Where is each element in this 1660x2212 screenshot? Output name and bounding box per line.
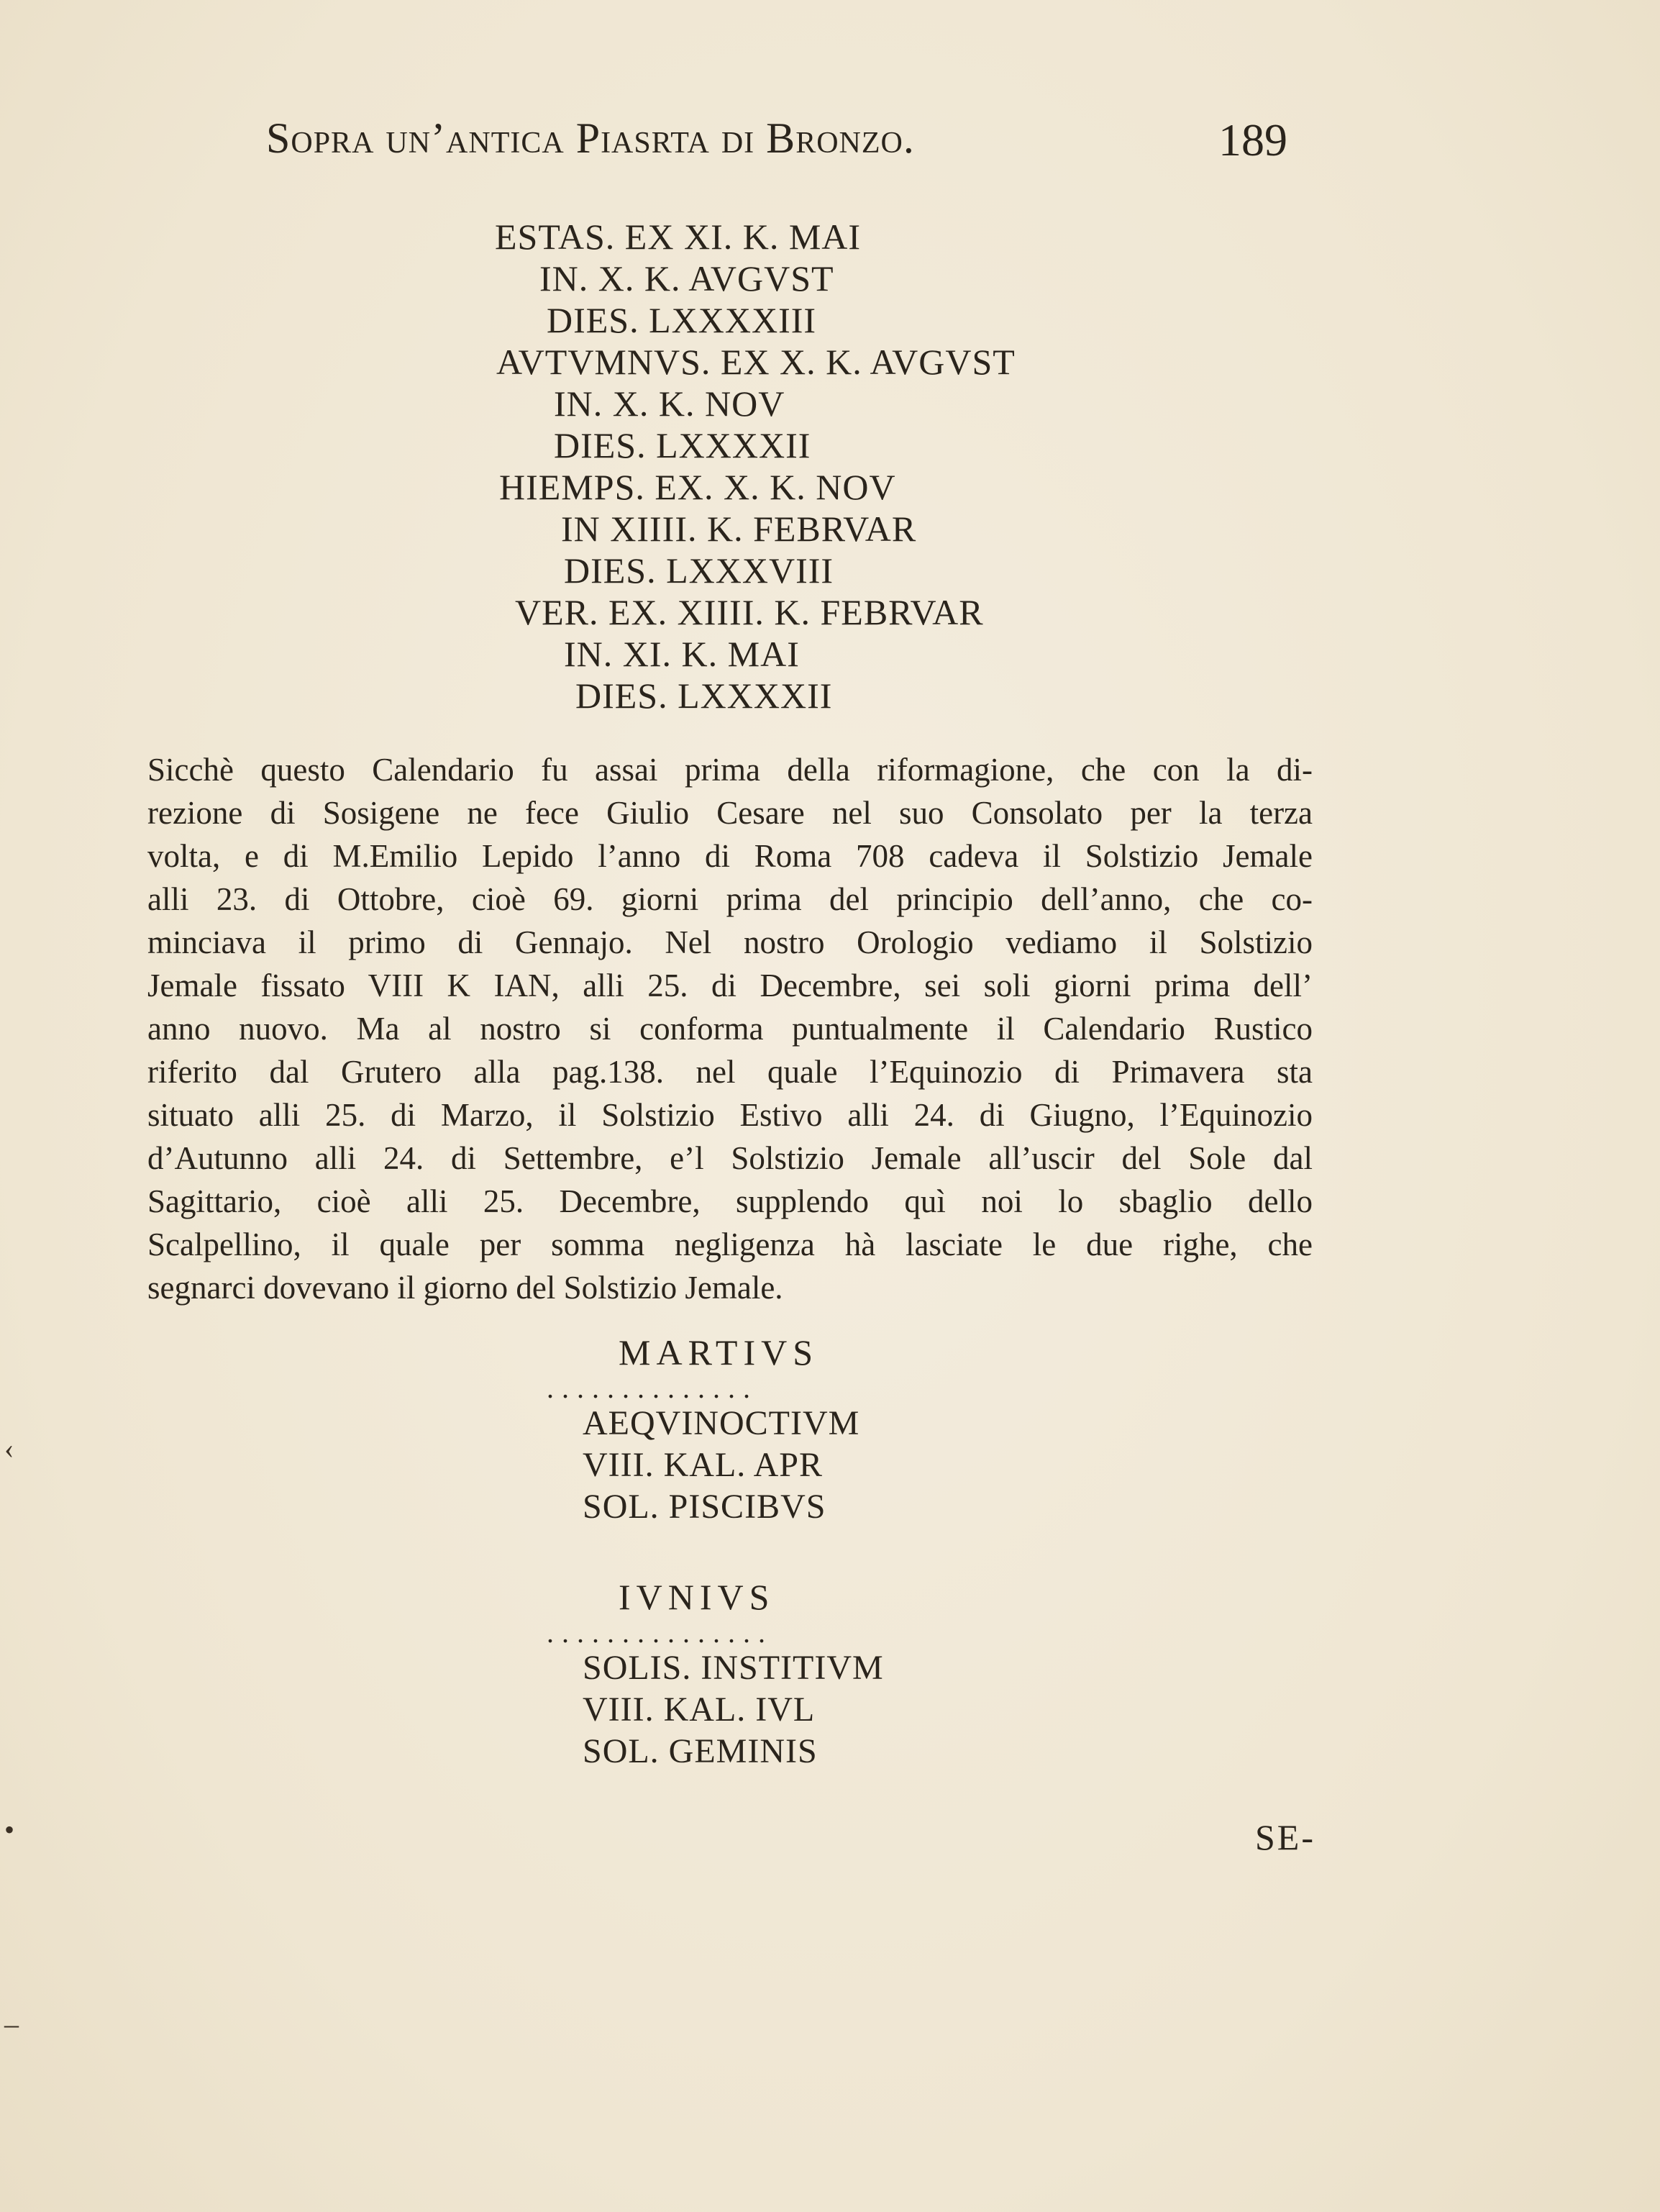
inscription-line: ESTAS. EX XI. K. MAI: [495, 217, 862, 257]
body-line: segnarci dovevano il giorno del Solstizio Jemale.: [147, 1270, 783, 1306]
inscription-line: AVTVMNVS. EX X. K. AVGVST: [496, 342, 1016, 382]
running-header: [266, 114, 1302, 178]
section-line: SOLIS. INSTITIVM: [583, 1649, 884, 1687]
body-line: d’Autunno alli 24. di Settembre, e’l Solstizio Jemale all’uscir del Sole dal: [147, 1140, 1313, 1176]
inscription-block: [475, 216, 1122, 716]
body-line: rezione di Sosigene ne fece Giulio Cesare nel suo Consolato per la terza: [147, 795, 1313, 831]
inscription-line: HIEMPS. EX. X. K. NOV: [499, 467, 896, 507]
body-line: situato alli 25. di Marzo, il Solstizio Estivo alli 24. di Giugno, l’Equinozio: [147, 1097, 1313, 1133]
body-line: riferito dal Grutero alla pag.138. nel quale l’Equinozio di Primavera sta: [147, 1054, 1313, 1090]
body-line: Jemale fissato VIII K IAN, alli 25. di Decembre, sei soli giorni prima dell’: [147, 968, 1313, 1003]
inscription-line: VER. EX. XIIII. K. FEBRVAR: [515, 592, 984, 632]
body-line: volta, e di M.Emilio Lepido l’anno di Roma 708 cadeva il Solstizio Jemale: [147, 838, 1313, 874]
body-line: minciava il primo di Gennajo. Nel nostro Orologio vediamo il Solstizio: [147, 924, 1313, 960]
body-paragraph: [147, 748, 1313, 1309]
header-title: Sopra un’antica Piasrta di Bronzo.: [266, 114, 915, 162]
body-line: Sicchè questo Calendario fu assai prima della riformagione, che con la di-: [147, 752, 1313, 788]
inscription-line: IN. XI. K. MAI: [564, 634, 800, 674]
section-line: SOL. GEMINIS: [583, 1732, 818, 1770]
page-number: 189: [1218, 114, 1287, 165]
section-line: AEQVINOCTIVM: [583, 1404, 860, 1442]
section-title: MARTIVS: [619, 1332, 819, 1373]
catchword: SE-: [1255, 1817, 1315, 1857]
inscription-line: DIES. LXXXVIII: [564, 550, 834, 591]
section-line: VIII. KAL. IVL: [583, 1690, 816, 1729]
body-line: Scalpellino, il quale per somma negligenza hà lasciate le due righe, che: [147, 1226, 1313, 1262]
section-line: VIII. KAL. APR: [583, 1446, 823, 1484]
inscription-line: IN. X. K. NOV: [554, 383, 785, 424]
inscription-line: DIES. LXXXXII: [575, 675, 833, 716]
section-title: IVNIVS: [619, 1577, 775, 1617]
binding-mark: –: [4, 2008, 19, 2040]
body-line: alli 23. di Ottobre, cioè 69. giorni prima del principio dell’anno, che co-: [147, 881, 1313, 917]
body-line: Sagittario, cioè alli 25. Decembre, supplendo quì noi lo sbaglio dello: [147, 1183, 1313, 1219]
dotted-rule: ..............: [547, 1372, 758, 1404]
section-line: SOL. PISCIBVS: [583, 1488, 826, 1526]
inscription-line: DIES. LXXXXIII: [547, 300, 817, 340]
section-iunius: [547, 1575, 957, 1772]
dotted-rule: ...............: [547, 1616, 773, 1649]
inscription-line: IN XIIII. K. FEBRVAR: [561, 509, 917, 549]
binding-mark: ‹: [4, 1432, 14, 1465]
inscription-line: IN. X. K. AVGVST: [539, 258, 834, 299]
binding-mark: •: [4, 1813, 15, 1846]
inscription-line: DIES. LXXXXII: [554, 425, 811, 465]
body-line: anno nuovo. Ma al nostro si conforma puntualmente il Calendario Rustico: [147, 1011, 1313, 1047]
section-martius: [547, 1331, 957, 1528]
